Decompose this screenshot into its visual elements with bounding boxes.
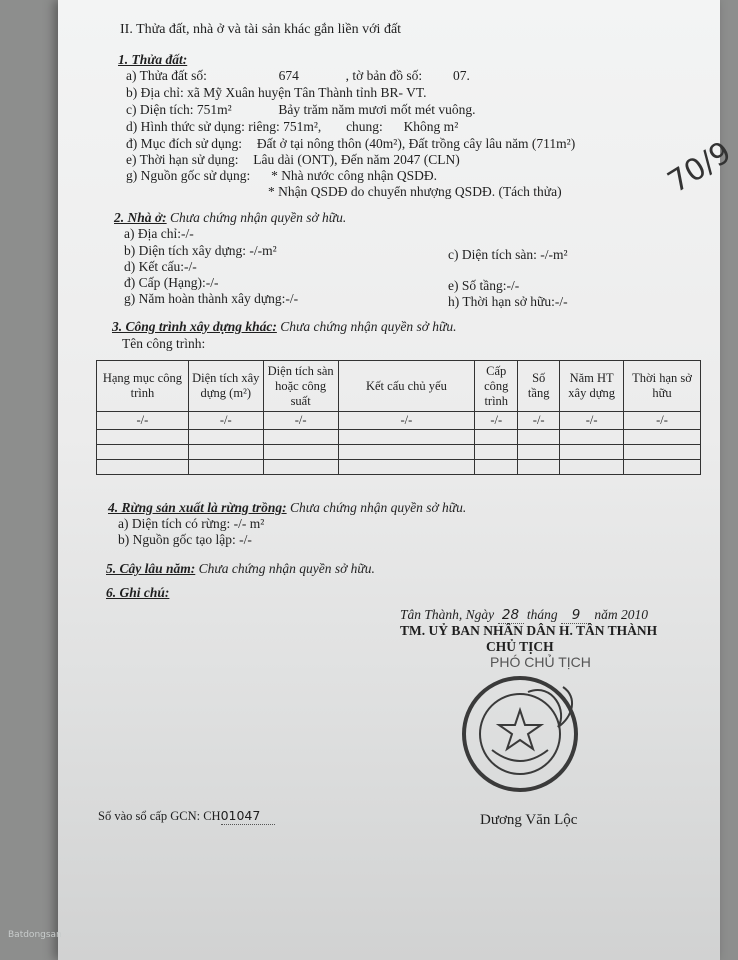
- works-table: [96, 360, 701, 475]
- table-cell: [263, 445, 338, 460]
- signer-role: CHỦ TỊCH: [486, 639, 554, 654]
- table-cell: [97, 460, 189, 475]
- land-area-label: c) Diện tích:: [126, 102, 194, 117]
- purpose-value: Đất ở tại nông thôn (40m²), Đất trồng cây lâu năm (711m²): [256, 136, 576, 151]
- table-cell: [475, 430, 518, 445]
- forest-title: 4. Rừng sản xuất là rừng trồng:: [108, 500, 287, 515]
- table-cell: [338, 460, 475, 475]
- house-title: 2. Nhà ở:: [114, 210, 167, 225]
- map-sheet-number: 07.: [452, 68, 470, 83]
- table-cell: [518, 445, 560, 460]
- table-cell: [475, 445, 518, 460]
- usage-shared-label: chung:: [346, 119, 383, 134]
- perennial-title: 5. Cây lâu năm:: [106, 561, 196, 576]
- section-heading: II. Thửa đất, nhà ở và tài sản khác gắn liền với đất: [120, 22, 402, 37]
- table-row: [97, 460, 701, 475]
- parcel-label: a) Thửa đất số:: [126, 68, 207, 83]
- forest-status: Chưa chứng nhận quyền sở hữu.: [289, 500, 467, 515]
- table-row: [97, 445, 701, 460]
- usage-form-label: d) Hình thức sử dụng: riêng:: [126, 119, 280, 134]
- parcel-number: 674: [278, 68, 299, 83]
- works-header-cell: Năm HT xây dựng: [560, 361, 624, 412]
- term-value: Lâu dài (ONT), Đến năm 2047 (CLN): [253, 152, 460, 167]
- date-day: 28: [498, 607, 524, 624]
- forest-area: a) Diện tích có rừng: -/- m²: [118, 516, 265, 531]
- land-area-words: Bảy trăm năm mươi mốt mét vuông.: [278, 102, 476, 117]
- perennial-status: Chưa chứng nhận quyền sở hữu.: [198, 561, 375, 576]
- house-built-area: b) Diện tích xây dựng: -/-m²: [124, 243, 277, 258]
- table-cell: [475, 460, 518, 475]
- parcel-number-row: [126, 68, 470, 84]
- month-label: tháng: [526, 607, 558, 622]
- place-date: [400, 607, 648, 624]
- date-month: 9: [561, 607, 591, 624]
- term-row: [126, 152, 460, 168]
- certificate-page: [58, 0, 738, 960]
- land-address: b) Địa chỉ: xã Mỹ Xuân huyện Tân Thành tỉnh BR- VT.: [126, 85, 427, 100]
- house-title-row: [114, 210, 346, 226]
- table-cell: [560, 430, 624, 445]
- forest-origin: b) Nguồn gốc tạo lập: -/-: [118, 532, 252, 547]
- house-grade: đ) Cấp (Hạng):-/-: [124, 275, 219, 290]
- register-number: 01047: [221, 808, 275, 825]
- place-date-prefix: Tân Thành, Ngày: [400, 607, 495, 622]
- term-label: e) Thời hạn sử dụng:: [126, 152, 239, 167]
- works-header-cell: Số tầng: [518, 361, 560, 412]
- forest-title-row: [108, 500, 466, 516]
- origin-label: g) Nguồn gốc sử dụng:: [126, 168, 251, 183]
- table-cell: [263, 460, 338, 475]
- works-header-cell: Cấp công trình: [475, 361, 518, 412]
- stamp-role: PHÓ CHỦ TỊCH: [490, 654, 591, 670]
- table-cell: -/-: [518, 412, 560, 430]
- table-cell: [338, 445, 475, 460]
- house-ownership-term: h) Thời hạn sở hữu:-/-: [448, 294, 568, 309]
- land-area-value: 751m²: [196, 102, 232, 117]
- table-cell: -/-: [263, 412, 338, 430]
- table-cell: [624, 445, 701, 460]
- perennial-title-row: [106, 561, 375, 577]
- works-title-row: [112, 319, 457, 335]
- house-floors: e) Số tầng:-/-: [448, 278, 520, 293]
- table-cell: [188, 445, 263, 460]
- register-label: Số vào sổ cấp GCN: CH: [98, 809, 221, 823]
- works-header-cell: Kết cấu chủ yếu: [338, 361, 475, 412]
- land-area-row: [126, 102, 475, 118]
- works-header-cell: Hạng mục công trình: [97, 361, 189, 412]
- table-cell: -/-: [338, 412, 475, 430]
- usage-form-row: [126, 119, 458, 135]
- table-cell: [560, 445, 624, 460]
- table-row: [97, 430, 701, 445]
- land-title: 1. Thửa đất:: [118, 52, 188, 67]
- table-cell: [338, 430, 475, 445]
- works-header-cell: Diện tích sàn hoặc công suất: [263, 361, 338, 412]
- map-sheet-label: , tờ bản đồ số:: [345, 68, 423, 83]
- usage-shared: Không m²: [403, 119, 459, 134]
- usage-private: 751m²,: [283, 119, 322, 134]
- works-header-row: [97, 361, 701, 412]
- table-cell: [97, 430, 189, 445]
- table-cell: -/-: [188, 412, 263, 430]
- table-cell: -/-: [97, 412, 189, 430]
- table-cell: [518, 460, 560, 475]
- works-title: 3. Công trình xây dựng khác:: [112, 319, 277, 334]
- table-cell: [188, 430, 263, 445]
- watermark-logo: Batdongsan: [8, 930, 62, 940]
- official-seal: [458, 672, 583, 797]
- year-label: năm 2010: [594, 607, 649, 622]
- signer-name: Dương Văn Lộc: [480, 812, 578, 828]
- house-status: Chưa chứng nhận quyền sở hữu.: [170, 210, 347, 225]
- house-address: a) Địa chỉ:-/-: [124, 226, 194, 241]
- table-cell: [97, 445, 189, 460]
- works-status: Chưa chứng nhận quyền sở hữu.: [280, 319, 457, 334]
- purpose-label: đ) Mục đích sử dụng:: [126, 136, 243, 151]
- register-number-row: [98, 808, 275, 825]
- table-cell: [518, 430, 560, 445]
- works-header-cell: Thời hạn sở hữu: [624, 361, 701, 412]
- table-row: [97, 412, 701, 430]
- handwritten-number: 70/9: [661, 134, 738, 201]
- table-cell: [188, 460, 263, 475]
- table-cell: [624, 460, 701, 475]
- table-cell: [624, 430, 701, 445]
- house-structure: d) Kết cấu:-/-: [124, 259, 197, 274]
- origin-item-2: * Nhận QSDĐ do chuyển nhượng QSDĐ. (Tách thửa): [268, 184, 562, 199]
- table-cell: [263, 430, 338, 445]
- works-header-cell: Diện tích xây dựng (m²): [188, 361, 263, 412]
- purpose-row: [126, 136, 575, 152]
- works-name-label: Tên công trình:: [122, 336, 206, 351]
- notes-title: 6. Ghi chú:: [106, 585, 170, 600]
- table-cell: -/-: [475, 412, 518, 430]
- origin-item-1: * Nhà nước công nhận QSDĐ.: [271, 168, 437, 183]
- table-cell: -/-: [560, 412, 624, 430]
- origin-row: [126, 168, 437, 184]
- table-cell: [560, 460, 624, 475]
- house-year-built: g) Năm hoàn thành xây dựng:-/-: [124, 291, 299, 306]
- issuing-org: TM. UỶ BAN NHÂN DÂN H. TÂN THÀNH: [400, 623, 658, 638]
- table-cell: -/-: [624, 412, 701, 430]
- house-floor-area: c) Diện tích sàn: -/-m²: [448, 247, 568, 262]
